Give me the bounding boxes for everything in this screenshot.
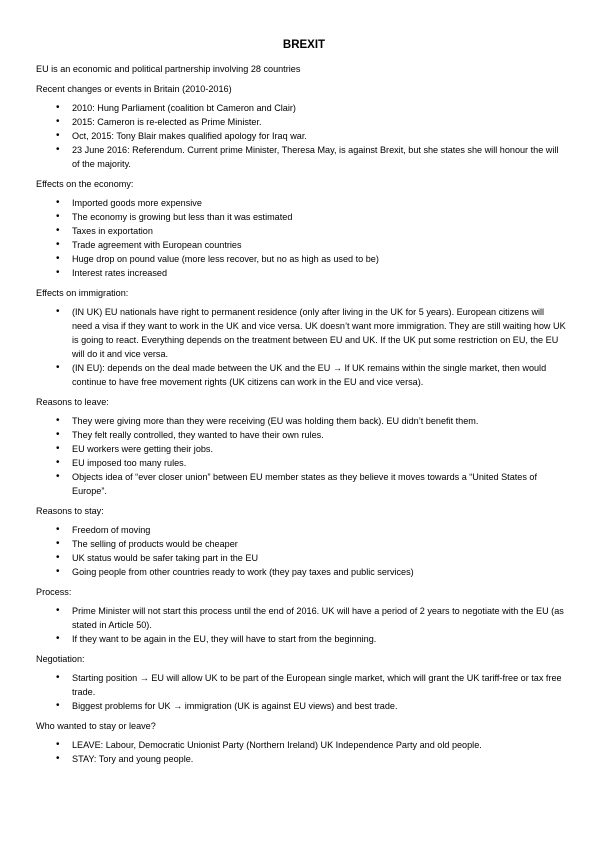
section-heading-reasons-to-stay: Reasons to stay: bbox=[36, 506, 104, 516]
list-item: • Taxes in exportation bbox=[36, 224, 566, 238]
list-item: • 2015: Cameron is re-elected as Prime Minister. bbox=[36, 115, 566, 129]
list-item: • (IN EU): depends on the deal made between the UK and the EU → If UK remains within the single market, then would continue to have free movement rights (UK citizens can work in the EU and vice versa). bbox=[36, 361, 566, 389]
bullet-list-immigration bbox=[36, 305, 566, 389]
list-item: • LEAVE: Labour, Democratic Unionist Party (Northern Ireland) UK Independence Party and old people. bbox=[36, 738, 566, 752]
list-item: • 23 June 2016: Referendum. Current prime Minister, Theresa May, is against Brexit, but she states she will honour the will of the majority. bbox=[36, 143, 566, 171]
list-item: • If they want to be again in the EU, they will have to start from the beginning. bbox=[36, 632, 566, 646]
list-item: • The selling of products would be cheaper bbox=[36, 537, 566, 551]
list-item: • 2010: Hung Parliament (coalition bt Cameron and Clair) bbox=[36, 101, 566, 115]
list-item: • Trade agreement with European countries bbox=[36, 238, 566, 252]
list-item: • Objects idea of “ever closer union” between EU member states as they believe it moves towards a “United States of Europe”. bbox=[36, 470, 566, 498]
bullet-list-process bbox=[36, 604, 566, 646]
list-item: • Huge drop on pound value (more less recover, but no as high as used to be) bbox=[36, 252, 566, 266]
section-heading-negotiation: Negotiation: bbox=[36, 654, 85, 664]
document-page bbox=[36, 38, 566, 770]
document-title: BREXIT bbox=[282, 39, 326, 51]
bullet-list-reasons-to-leave bbox=[36, 414, 566, 498]
list-item: • STAY: Tory and young people. bbox=[36, 752, 566, 766]
list-item: • Prime Minister will not start this process until the end of 2016. UK will have a period of 2 years to negotiate with the EU (as stated in Article 50). bbox=[36, 604, 566, 632]
list-item: • Oct, 2015: Tony Blair makes qualified apology for Iraq war. bbox=[36, 129, 566, 143]
list-item: • The economy is growing but less than it was estimated bbox=[36, 210, 566, 224]
list-item: • EU imposed too many rules. bbox=[36, 456, 566, 470]
section-heading-reasons-to-leave: Reasons to leave: bbox=[36, 397, 109, 407]
list-item: • Freedom of moving bbox=[36, 523, 566, 537]
section-heading-stay-or-leave: Who wanted to stay or leave? bbox=[36, 721, 156, 731]
bullet-list-economy bbox=[36, 196, 566, 280]
bullet-list-negotiation bbox=[36, 671, 566, 713]
list-item: • Interest rates increased bbox=[36, 266, 566, 280]
list-item: • Going people from other countries ready to work (they pay taxes and public services) bbox=[36, 565, 566, 579]
list-item: • UK status would be safer taking part in the EU bbox=[36, 551, 566, 565]
section-heading-recent-changes: Recent changes or events in Britain (2010-2016) bbox=[36, 84, 232, 94]
list-item: • They felt really controlled, they wanted to have their own rules. bbox=[36, 428, 566, 442]
list-item: • EU workers were getting their jobs. bbox=[36, 442, 566, 456]
list-item: • They were giving more than they were receiving (EU was holding them back). EU didn’t benefit them. bbox=[36, 414, 566, 428]
list-item: • Biggest problems for UK → immigration (UK is against EU views) and best trade. bbox=[36, 699, 566, 713]
section-heading-process: Process: bbox=[36, 587, 72, 597]
section-heading-economy: Effects on the economy: bbox=[36, 179, 134, 189]
list-item: • Imported goods more expensive bbox=[36, 196, 566, 210]
bullet-list-stay-or-leave bbox=[36, 738, 566, 766]
bullet-list-reasons-to-stay bbox=[36, 523, 566, 579]
list-item: • (IN UK) EU nationals have right to permanent residence (only after living in the UK for 5 years). European citizens will need a visa if they want to work in the UK and vice versa. UK doesn’t want more immigration. They are still waiting how UK is going to react. Everything depends on the treatment between EU and UK. If the UK put some restriction on EU, the EU will do it and vice versa. bbox=[36, 305, 566, 361]
bullet-list-recent-changes bbox=[36, 101, 566, 171]
section-heading-immigration: Effects on immigration: bbox=[36, 288, 129, 298]
intro-paragraph: EU is an economic and political partnership involving 28 countries bbox=[36, 64, 301, 74]
list-item: • Starting position → EU will allow UK to be part of the European single market, which will grant the UK tariff-free or tax free trade. bbox=[36, 671, 566, 699]
